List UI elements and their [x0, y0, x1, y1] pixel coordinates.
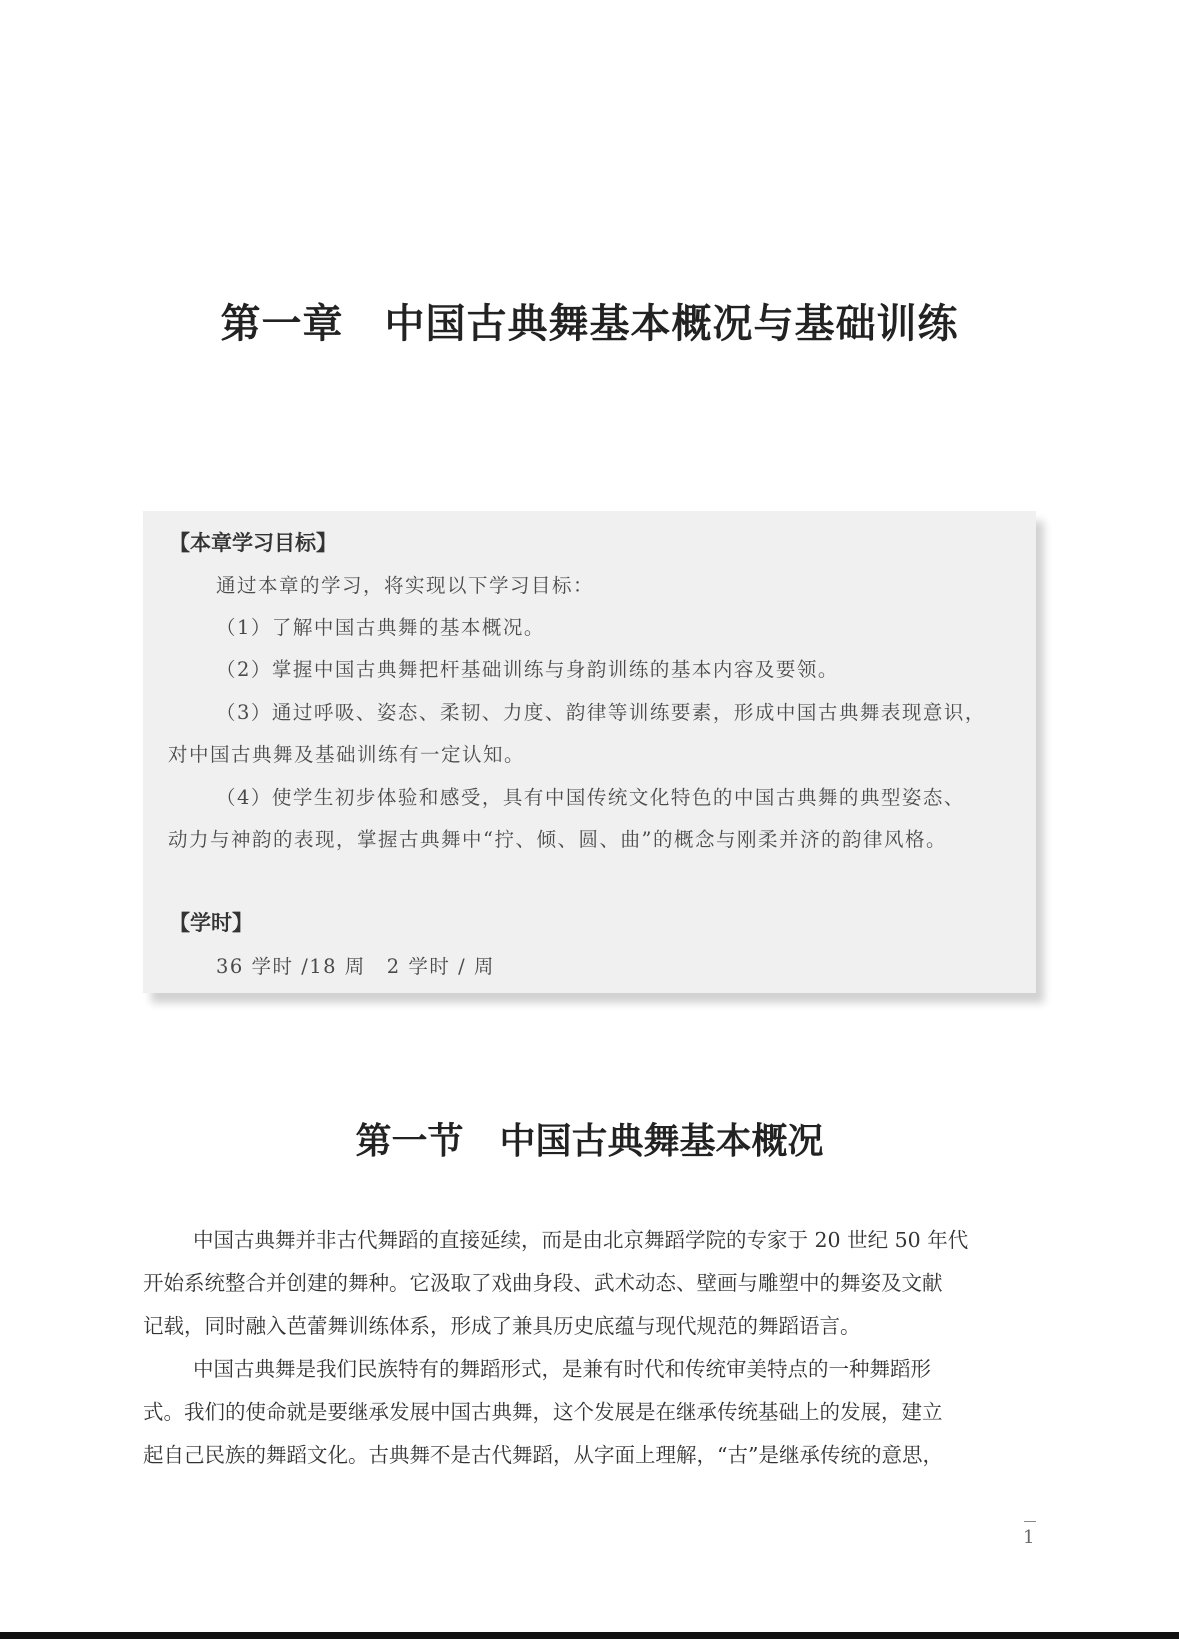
body-line: 中国古典舞并非古代舞蹈的直接延续，而是由北京舞蹈学院的专家于 20 世纪 50 年代: [193, 1228, 969, 1252]
objectives-heading: 【本章学习目标】: [169, 531, 337, 555]
bottom-border: [0, 1632, 1179, 1639]
body-line: 中国古典舞是我们民族特有的舞蹈形式，是兼有时代和传统审美特点的一种舞蹈形: [193, 1357, 931, 1381]
learning-objectives-box: [143, 511, 1036, 993]
body-line: 开始系统整合并创建的舞种。它汲取了戏曲身段、武术动态、壁画与雕塑中的舞姿及文献: [143, 1271, 943, 1295]
body-line: 记载，同时融入芭蕾舞训练体系，形成了兼具历史底蕴与现代规范的舞蹈语言。: [143, 1314, 861, 1338]
objectives-intro: 通过本章的学习，将实现以下学习目标：: [216, 574, 595, 597]
objective-line: 动力与神韵的表现，掌握古典舞中“拧、倾、圆、曲”的概念与刚柔并济的韵律风格。: [168, 828, 947, 851]
objective-line: （4）使学生初步体验和感受，具有中国传统文化特色的中国古典舞的典型姿态、: [216, 786, 965, 809]
body-line: 式。我们的使命就是要继承发展中国古典舞，这个发展是在继承传统基础上的发展，建立: [143, 1400, 943, 1424]
chapter-title: 第一章 中国古典舞基本概况与基础训练: [220, 301, 959, 347]
objective-line: （3）通过呼吸、姿态、柔韧、力度、韵律等训练要素，形成中国古典舞表现意识，: [216, 701, 986, 724]
page-number: 1: [1023, 1527, 1035, 1548]
page-number-rule: [1024, 1521, 1036, 1522]
objective-line: （1）了解中国古典舞的基本概况。: [216, 616, 545, 639]
hours-value: 36 学时 /18 周 2 学时 / 周: [216, 955, 495, 978]
objective-line: （2）掌握中国古典舞把杆基础训练与身韵训练的基本内容及要领。: [216, 658, 839, 681]
hours-heading: 【学时】: [169, 911, 253, 935]
body-line: 起自己民族的舞蹈文化。古典舞不是古代舞蹈，从字面上理解，“古”是继承传统的意思，: [143, 1443, 943, 1467]
objective-line: 对中国古典舞及基础训练有一定认知。: [168, 743, 526, 766]
section-title: 第一节 中国古典舞基本概况: [355, 1120, 824, 1162]
